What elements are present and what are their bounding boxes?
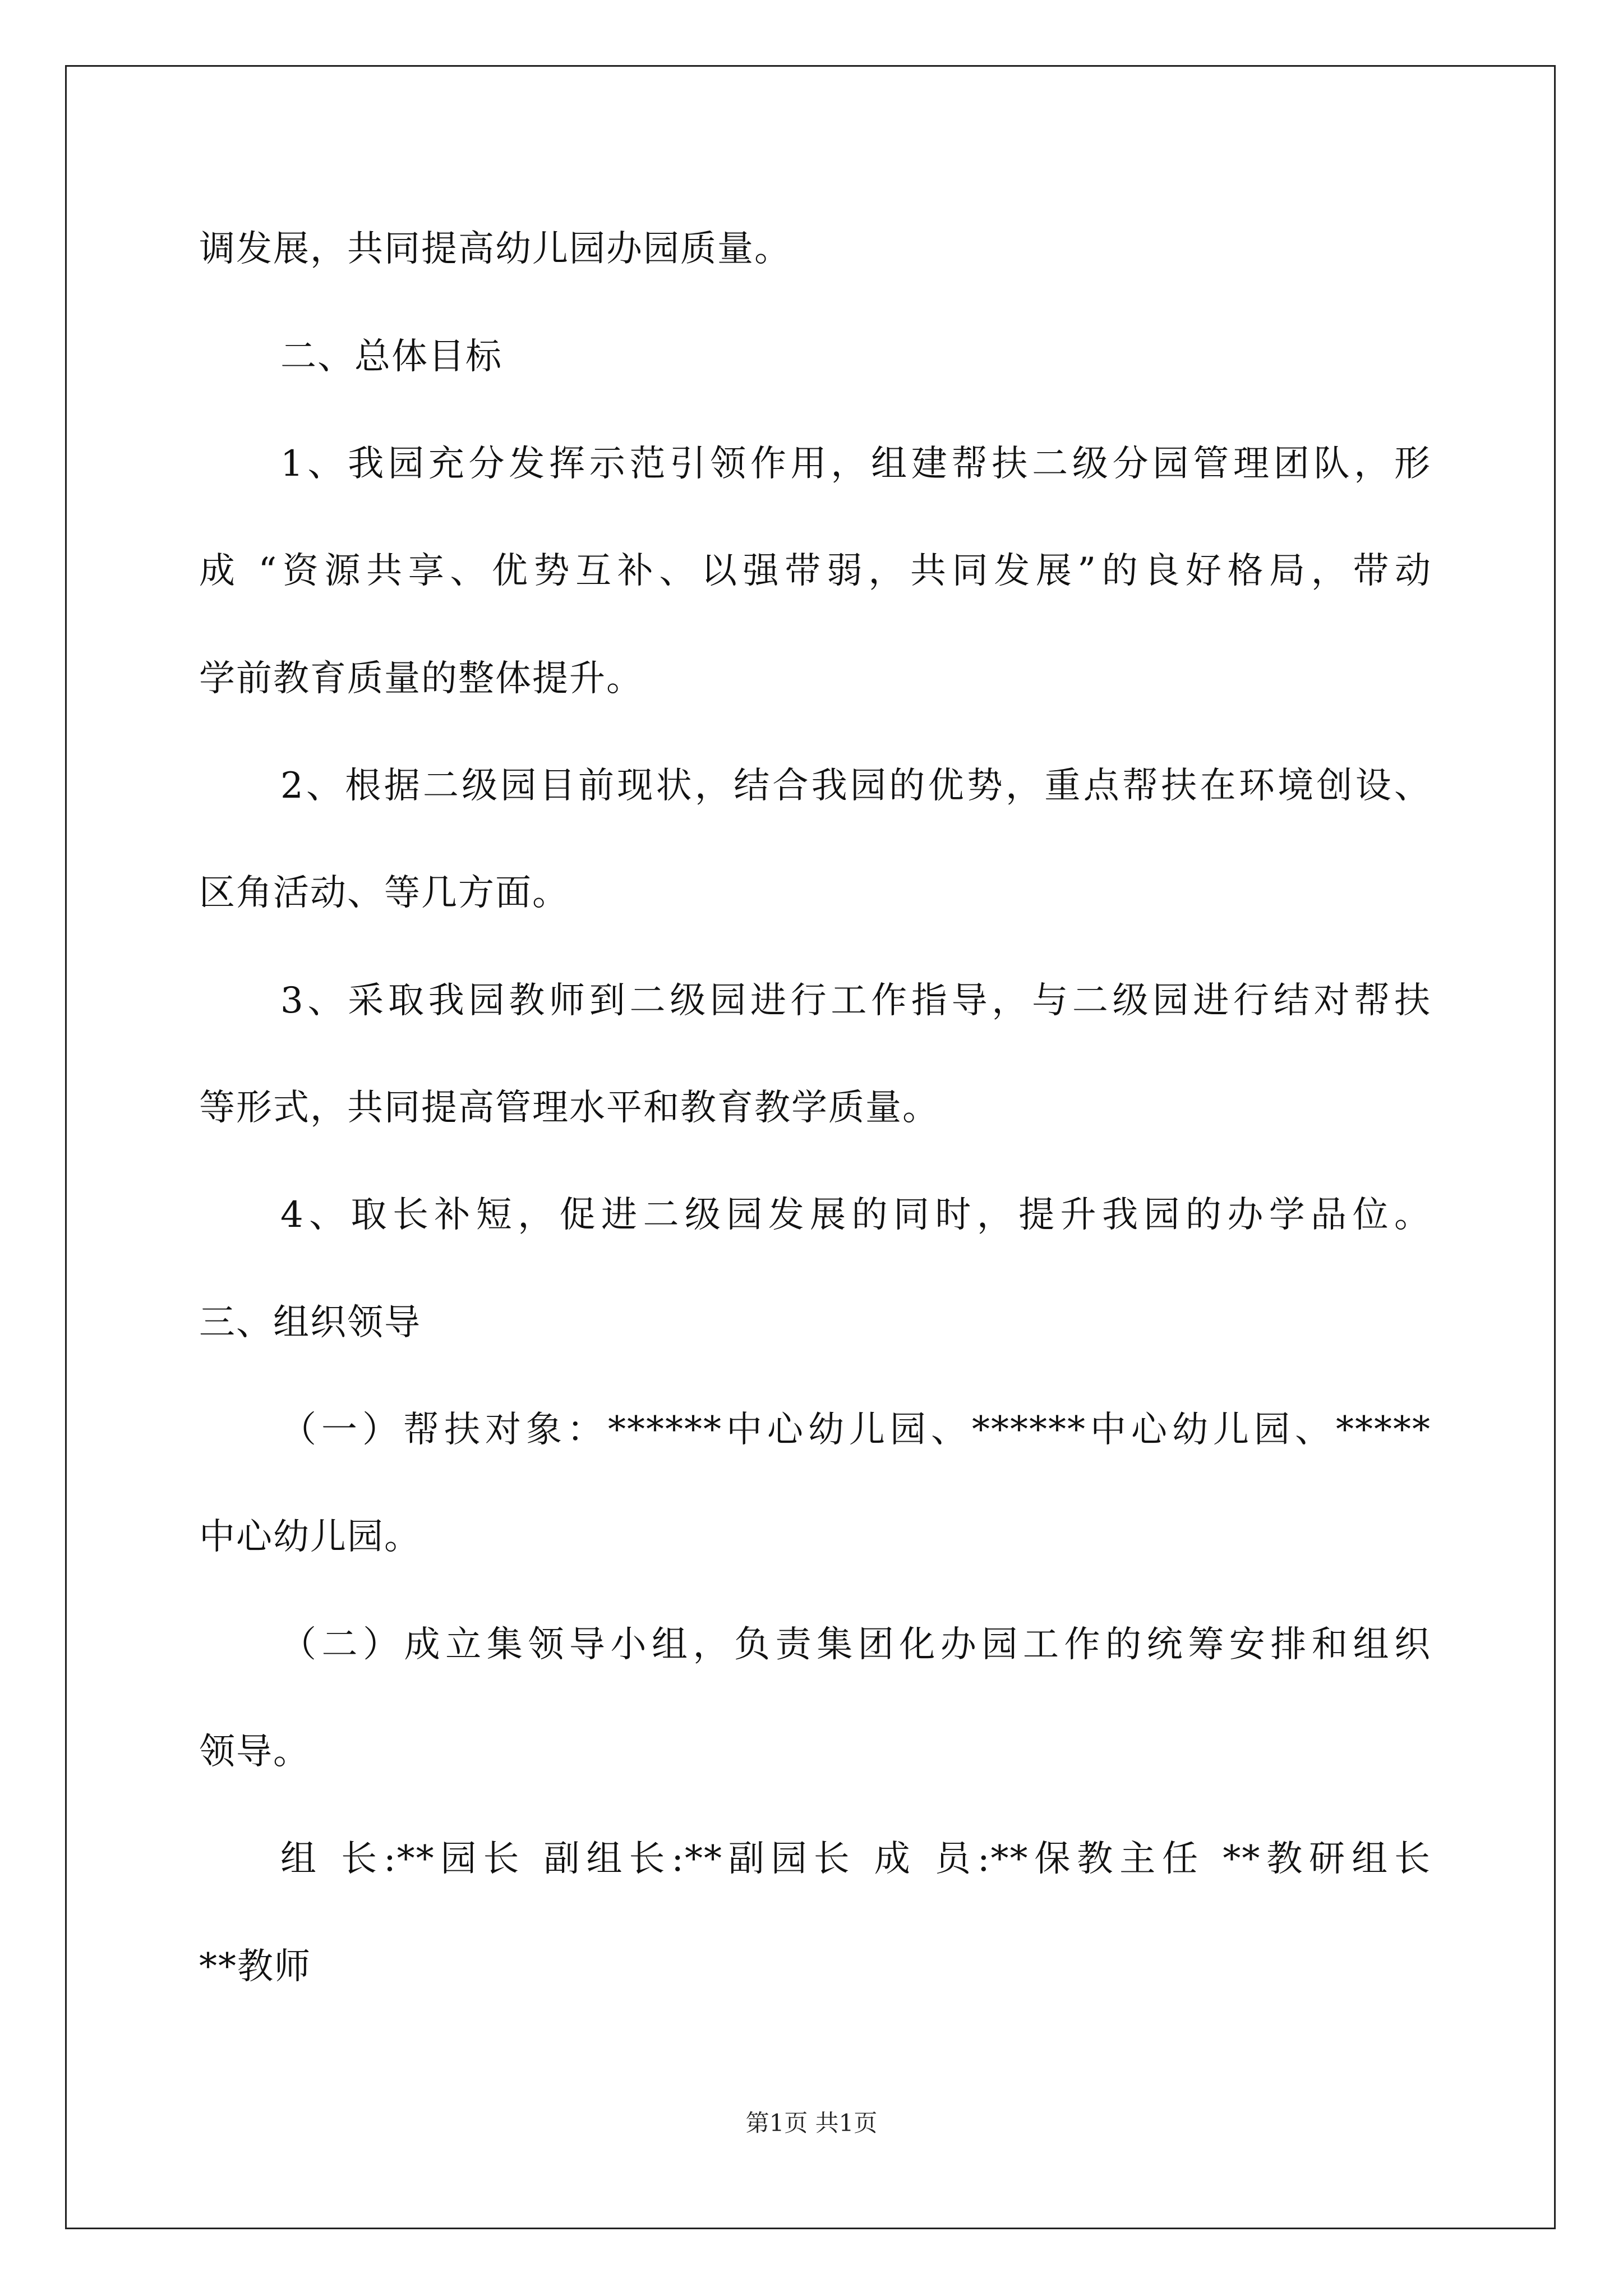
page-border [65,65,1556,2229]
support-targets-line-1: （一）帮扶对象：******中心幼儿园、******中心幼儿园、***** [280,1409,1431,1451]
goal-3-line-2: 等形式，共同提高管理水平和教育教学质量。 [199,1087,939,1129]
support-targets-line-2: 中心幼儿园。 [199,1516,421,1558]
goal-1-line-3: 学前教育质量的整体提升。 [199,658,643,700]
section-heading-overall-goals: 二、总体目标 [280,336,502,378]
goal-1-line-2: 成 “资源共享、优势互补、以强带弱，共同发展”的良好格局，带动 [199,550,1432,592]
leadership-group-line-2: 领导。 [199,1731,310,1773]
paragraph-line-1: 调发展，共同提高幼儿园办园质量。 [199,228,791,270]
members-line-2: **教师 [199,1946,311,1987]
goal-1-line-1: 1、我园充分发挥示范引领作用，组建帮扶二级分园管理团队，形 [280,443,1431,485]
leadership-group-line-1: （二）成立集领导小组，负责集团化办园工作的统筹安排和组织 [280,1624,1431,1665]
goal-3-line-1: 3、采取我园教师到二级园进行工作指导，与二级园进行结对帮扶 [280,980,1431,1022]
goal-4-line: 4、取长补短，促进二级园发展的同时，提升我园的办学品位。 [280,1194,1431,1236]
page-number-footer: 第1页 共1页 [745,2109,878,2137]
goal-2-line-2: 区角活动、等几方面。 [199,872,569,914]
members-line-1: 组 长:**园长 副组长:**副园长 成 员:**保教主任 **教研组长 [280,1838,1431,1880]
section-heading-organization: 三、组织领导 [199,1302,421,1343]
goal-2-line-1: 2、根据二级园目前现状，结合我园的优势，重点帮扶在环境创设、 [280,765,1431,807]
